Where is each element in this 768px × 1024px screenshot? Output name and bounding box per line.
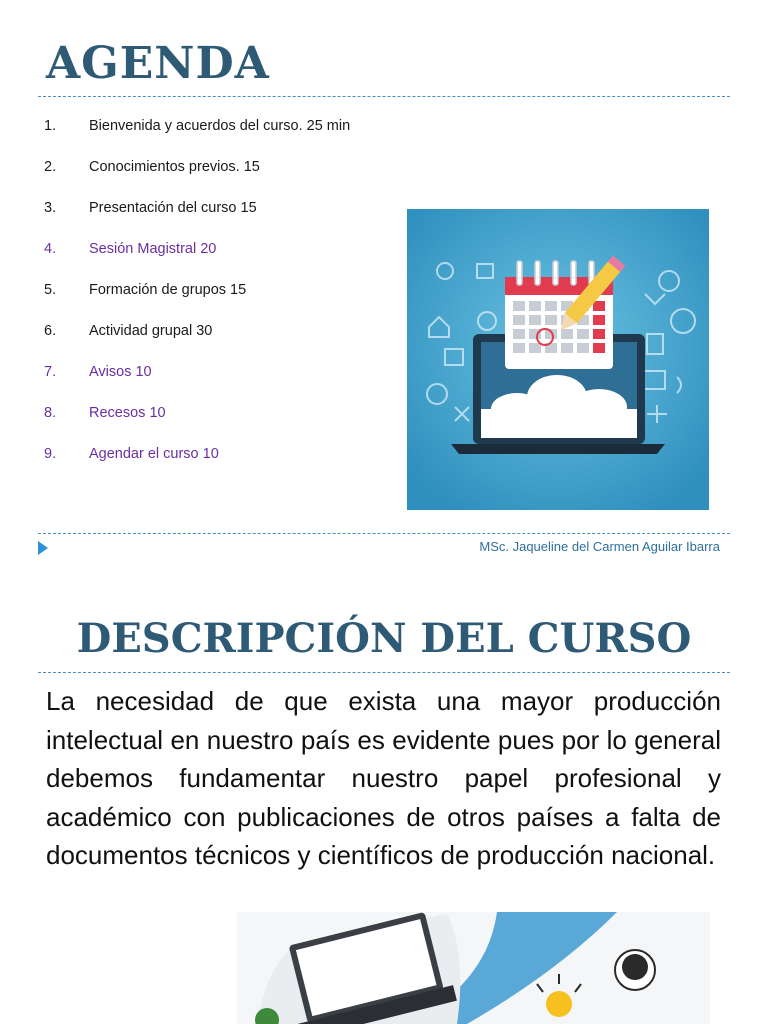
description-title: DESCRIPCIÓN DEL CURSO bbox=[76, 615, 692, 662]
next-arrow-icon[interactable] bbox=[38, 541, 48, 555]
agenda-item: 5. Formación de grupos 15 bbox=[44, 282, 247, 298]
agenda-title: AGENDA bbox=[46, 38, 270, 89]
agenda-list bbox=[44, 118, 350, 487]
title-divider bbox=[38, 96, 730, 97]
desk-laptop-illustration bbox=[237, 912, 710, 1024]
footer-divider bbox=[38, 533, 730, 534]
agenda-item: 6. Actividad grupal 30 bbox=[44, 323, 213, 339]
agenda-item: 8. Recesos 10 bbox=[44, 405, 166, 421]
description-paragraph: La necesidad de que exista una mayor producción intelectual en nuestro país es evidente pues por lo general debemos fundamentar nuestro papel profesional y académico con publicaciones de otros países a falta de documentos técnicos y científicos de producción nacional. bbox=[46, 686, 721, 870]
agenda-item: 3. Presentación del curso 15 bbox=[44, 200, 257, 216]
agenda-item: 7. Avisos 10 bbox=[44, 364, 152, 380]
title-divider bbox=[38, 672, 730, 673]
agenda-item: 1. Bienvenida y acuerdos del curso. 25 min bbox=[44, 118, 351, 134]
agenda-item: 9. Agendar el curso 10 bbox=[44, 446, 219, 462]
agenda-item: 4. Sesión Magistral 20 bbox=[44, 241, 217, 257]
agenda-item: 2. Conocimientos previos. 15 bbox=[44, 159, 260, 175]
author-credit: MSc. Jaqueline del Carmen Aguilar Ibarra bbox=[479, 539, 720, 554]
calendar-laptop-illustration bbox=[407, 209, 709, 510]
